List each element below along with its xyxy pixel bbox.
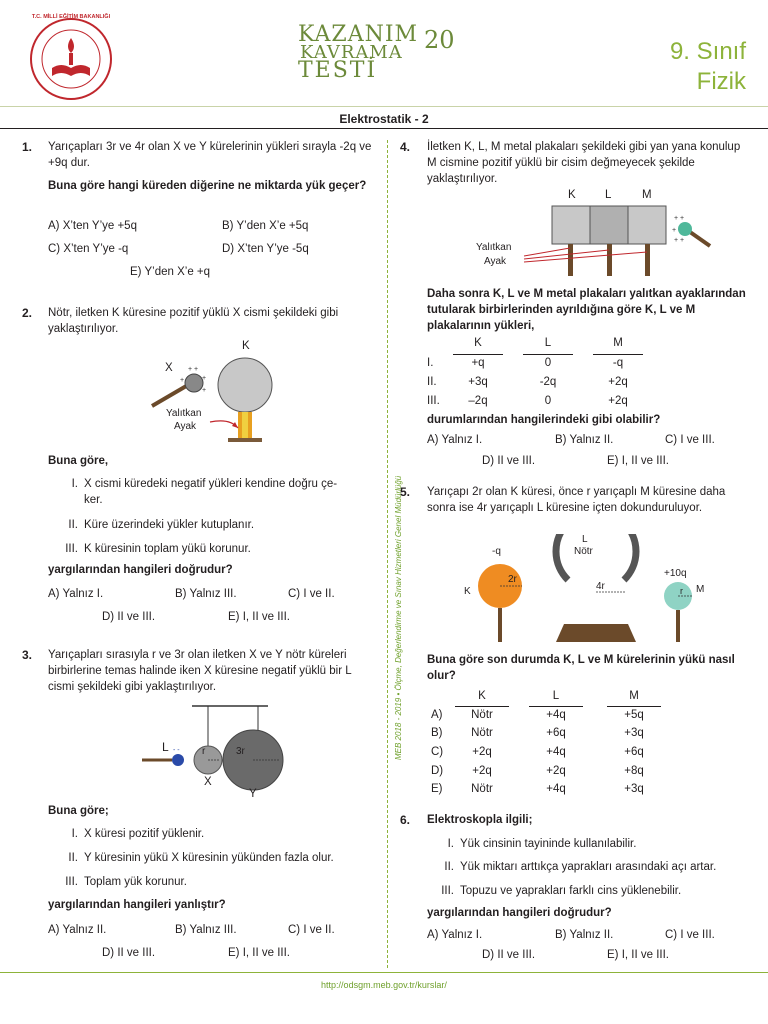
ministry-name: T.C. MİLLİ EĞİTİM BAKANLIĞI (31, 14, 111, 20)
q2-label-x: X (165, 362, 173, 374)
q4-row-2-k: +3q (468, 376, 488, 388)
q5-row-d-k: +2q (472, 765, 492, 777)
q3-prompt: Buna göre; (48, 805, 109, 817)
svg-text:+ +: + + (188, 366, 199, 373)
q5-k-charge: -q (492, 546, 501, 557)
q3-label-x: X (204, 776, 212, 788)
svg-text:+ +: + + (674, 215, 685, 222)
q5-col-header-m: M (629, 690, 639, 702)
q1-option-c[interactable]: C) X’ten Y’ye -q (48, 243, 129, 255)
q5-row-b-l: +6q (546, 727, 566, 739)
q5-header-rule-m (607, 706, 661, 707)
q5-header-rule-l (529, 706, 583, 707)
q3-option-a[interactable]: A) Yalnız II. (48, 924, 107, 936)
q5-figure (456, 534, 726, 646)
q4-text: İletken K, L, M metal plakaları şekildeki gibi yan yana konulup M cismine pozitif yüklü bir cisim değmeyecek şekilde yaklaştırılıyor. (427, 141, 741, 185)
q2-statement-3: III. K küresinin toplam yükü korunur. (65, 543, 251, 555)
q3-label-y: Y (249, 788, 257, 800)
logo-testi: TESTİ (298, 58, 378, 83)
q5-row-c-k: +2q (472, 746, 492, 758)
column-divider (387, 140, 388, 968)
q5-number: 5. (400, 485, 411, 499)
q6-statement-1: I. Yük cinsinin tayininde kullanılabilir. (447, 838, 637, 850)
q4-label-insulator: Yalıtkan (476, 242, 512, 253)
q4-prompt: Daha sonra K, L ve M metal plakaları yalıtkan ayaklarından tutularak birbirlerinden ayrıldığına göre K, L ve M plakalarının yükleri, (427, 288, 746, 332)
q6-option-e[interactable]: E) I, II ve III. (607, 949, 669, 961)
q6-statement-3: III. Topuzu ve yaprakları farklı cins yüklenebilir. (441, 885, 682, 897)
ministry-logo (28, 16, 114, 102)
q4-header-rule-k (453, 354, 503, 355)
q2-number: 2. (22, 306, 33, 320)
q5-k-label: K (464, 586, 471, 597)
q2-statement-1-cont: ker. (84, 494, 103, 506)
section-title: Elektrostatik - 2 (339, 112, 429, 126)
q5-table (427, 690, 727, 800)
q5-col-header-l: L (552, 690, 560, 702)
q1-prompt: Buna göre hangi küreden diğerine ne miktarda yük geçer? (48, 180, 367, 192)
q3-text: Yarıçapları sırasıyla r ve 3r olan iletken X ve Y nötr küreleri birbirlerine temas halinde iken X küresine negatif yüklü bir L cismi şekildeki gibi yaklaştırılıyor. (48, 649, 352, 693)
q6-text: Elektroskopla ilgili; (427, 814, 533, 826)
header-rule (0, 106, 768, 107)
q3-option-d[interactable]: D) II ve III. (102, 947, 156, 959)
q6-number: 6. (400, 813, 411, 827)
q5-row-c-label[interactable]: C) (431, 746, 444, 758)
q1-option-a[interactable]: A) X’ten Y’ye +5q (48, 220, 137, 232)
q5-m-radius: r (680, 586, 683, 596)
q4-row-1-k: +q (471, 357, 485, 369)
q4-label-l: L (605, 189, 612, 201)
q5-header-rule-k (455, 706, 509, 707)
q2-label-insulator: Yalıtkan (166, 408, 202, 419)
q2-label-k: K (242, 340, 250, 352)
q3-statement-2: II. Y küresinin yükü X küresinin yükünden fazla olur. (68, 852, 334, 864)
q4-question: durumlarından hangilerindeki gibi olabilir? (427, 414, 661, 426)
q2-option-a[interactable]: A) Yalnız I. (48, 588, 104, 600)
q5-row-c-l: +4q (546, 746, 566, 758)
q4-row-2-label: II. (427, 376, 437, 388)
q4-col-header-k: K (474, 337, 482, 349)
q1-option-b[interactable]: B) Y’den X’e +5q (222, 220, 309, 232)
q6-option-d[interactable]: D) II ve III. (482, 949, 536, 961)
footer-rule (0, 972, 768, 973)
q5-l-state: Nötr (574, 546, 593, 557)
q2-text: Nötr, iletken K küresine pozitif yüklü X cismi şekildeki gibi yaklaştırılıyor. (48, 307, 339, 335)
svg-text:- -: - - (173, 747, 180, 754)
footer-link[interactable]: http://odsgm.meb.gov.tr/kurslar/ (321, 980, 447, 990)
q2-figure (140, 340, 290, 445)
q5-text: Yarıçapı 2r olan K küresi, önce r yarıçaplı M küresine daha sonra ise 4r yarıçaplı L küresine içten dokunduruluyor. (427, 486, 726, 514)
section-rule (0, 128, 768, 129)
q5-row-e-k: Nötr (471, 783, 493, 795)
q5-row-b-k: Nötr (471, 727, 493, 739)
q6-option-b[interactable]: B) Yalnız II. (555, 929, 614, 941)
q5-row-a-m: +5q (624, 709, 644, 721)
q2-option-c[interactable]: C) I ve II. (288, 588, 335, 600)
q5-col-header-k: K (478, 690, 486, 702)
q5-m-charge: +10q (664, 568, 687, 579)
q5-row-b-label[interactable]: B) (431, 727, 443, 739)
q3-option-b[interactable]: B) Yalnız III. (175, 924, 237, 936)
svg-text:+: + (202, 375, 207, 382)
q3-number: 3. (22, 648, 33, 662)
q4-label-m: M (642, 189, 652, 201)
logo-kazanim: KAZANIM (298, 22, 419, 47)
q4-option-e[interactable]: E) I, II ve III. (607, 455, 669, 467)
q4-col-header-l: L (544, 337, 552, 349)
svg-text:+: + (180, 377, 185, 384)
q1-number: 1. (22, 140, 33, 154)
q6-question: yargılarından hangileri doğrudur? (427, 907, 612, 919)
q2-option-e[interactable]: E) I, II ve III. (228, 611, 290, 623)
q2-statement-2: II. Küre üzerindeki yükler kutuplanır. (68, 519, 255, 531)
logo-number: 20 (424, 26, 455, 54)
q4-header-rule-m (593, 354, 643, 355)
q3-label-l: L (162, 740, 169, 754)
q2-label-foot: Ayak (174, 421, 197, 432)
q1-text: Yarıçapları 3r ve 4r olan X ve Y kürelerinin yükleri sırayla -2q ve +9q dur. (48, 141, 372, 169)
q4-option-c[interactable]: C) I ve III. (665, 434, 715, 446)
q2-question: yargılarından hangileri doğrudur? (48, 564, 233, 576)
q4-label-k: K (568, 189, 576, 201)
q1-option-e[interactable]: E) Y’den X’e +q (130, 266, 211, 278)
q5-row-e-label[interactable]: E) (431, 783, 443, 795)
q4-row-3-m: +2q (608, 395, 628, 407)
q2-option-d[interactable]: D) II ve III. (102, 611, 156, 623)
q5-row-d-label[interactable]: D) (431, 765, 444, 777)
q5-row-c-m: +6q (624, 746, 644, 758)
q3-label-r: r (202, 746, 206, 757)
q5-row-a-l: +4q (546, 709, 566, 721)
grade-label: 9. Sınıf (669, 38, 746, 65)
q5-l-label: L (582, 534, 588, 545)
q1-option-d[interactable]: D) X’ten Y’ye -5q (222, 243, 309, 255)
svg-text:+: + (202, 387, 207, 394)
q3-question: yargılarından hangileri yanlıştır? (48, 899, 226, 911)
q6-statement-2: II. Yük miktarı arttıkça yaprakları arasındaki açı artar. (444, 861, 717, 873)
q3-figure (140, 700, 310, 800)
q2-statement-1: I. X cismi küredeki negatif yükleri kendine doğru çe- (71, 478, 338, 490)
q4-row-3-l: 0 (544, 395, 552, 407)
q3-label-3r: 3r (236, 746, 245, 757)
q5-k-radius: 2r (508, 574, 517, 585)
q5-row-d-l: +2q (546, 765, 566, 777)
q5-l-radius: 4r (596, 581, 605, 592)
q2-option-b[interactable]: B) Yalnız III. (175, 588, 237, 600)
q4-row-1-l: 0 (544, 357, 552, 369)
logo-kavrama: KAVRAMA (300, 42, 403, 63)
q4-row-3-k: –2q (468, 395, 488, 407)
q5-prompt: Buna göre son durumda K, L ve M kürelerinin yükü nasıl olur? (427, 654, 735, 682)
q5-row-a-k: Nötr (471, 709, 493, 721)
q4-row-1-m: -q (612, 357, 624, 369)
svg-text:+ +: + + (674, 237, 685, 244)
q4-option-d[interactable]: D) II ve III. (482, 455, 536, 467)
q4-table (427, 337, 687, 412)
q4-label-foot: Ayak (484, 256, 507, 267)
side-vertical-text: MEB 2018 - 2019 • Ölçme, Değerlendirme ve Sınav Hizmetleri Genel Müdürlüğü (394, 475, 403, 760)
q6-option-a[interactable]: A) Yalnız I. (427, 929, 483, 941)
svg-text:+: + (672, 227, 677, 234)
q4-row-2-l: -2q (539, 376, 557, 388)
q4-row-1-label: I. (427, 357, 434, 369)
q6-option-c[interactable]: C) I ve III. (665, 929, 715, 941)
subject-label: Fizik (696, 68, 746, 95)
q5-row-e-m: +3q (624, 783, 644, 795)
q3-option-e[interactable]: E) I, II ve III. (228, 947, 290, 959)
q4-number: 4. (400, 140, 411, 154)
q3-statement-1: I. X küresi pozitif yüklenir. (71, 828, 205, 840)
q4-col-header-m: M (613, 337, 623, 349)
q5-m-label: M (696, 584, 705, 595)
q5-row-e-l: +4q (546, 783, 566, 795)
q4-option-a[interactable]: A) Yalnız I. (427, 434, 483, 446)
q5-row-b-m: +3q (624, 727, 644, 739)
q4-option-b[interactable]: B) Yalnız II. (555, 434, 614, 446)
q2-prompt: Buna göre, (48, 455, 109, 467)
q4-header-rule-l (523, 354, 573, 355)
q3-option-c[interactable]: C) I ve II. (288, 924, 335, 936)
q4-row-3-label: III. (427, 395, 440, 407)
q5-row-d-m: +8q (624, 765, 644, 777)
q3-statement-3: III. Toplam yük korunur. (65, 876, 187, 888)
ministry-emblem-icon (28, 16, 114, 102)
q5-row-a-label[interactable]: A) (431, 709, 443, 721)
q4-row-2-m: +2q (608, 376, 628, 388)
q4-figure (470, 186, 720, 278)
